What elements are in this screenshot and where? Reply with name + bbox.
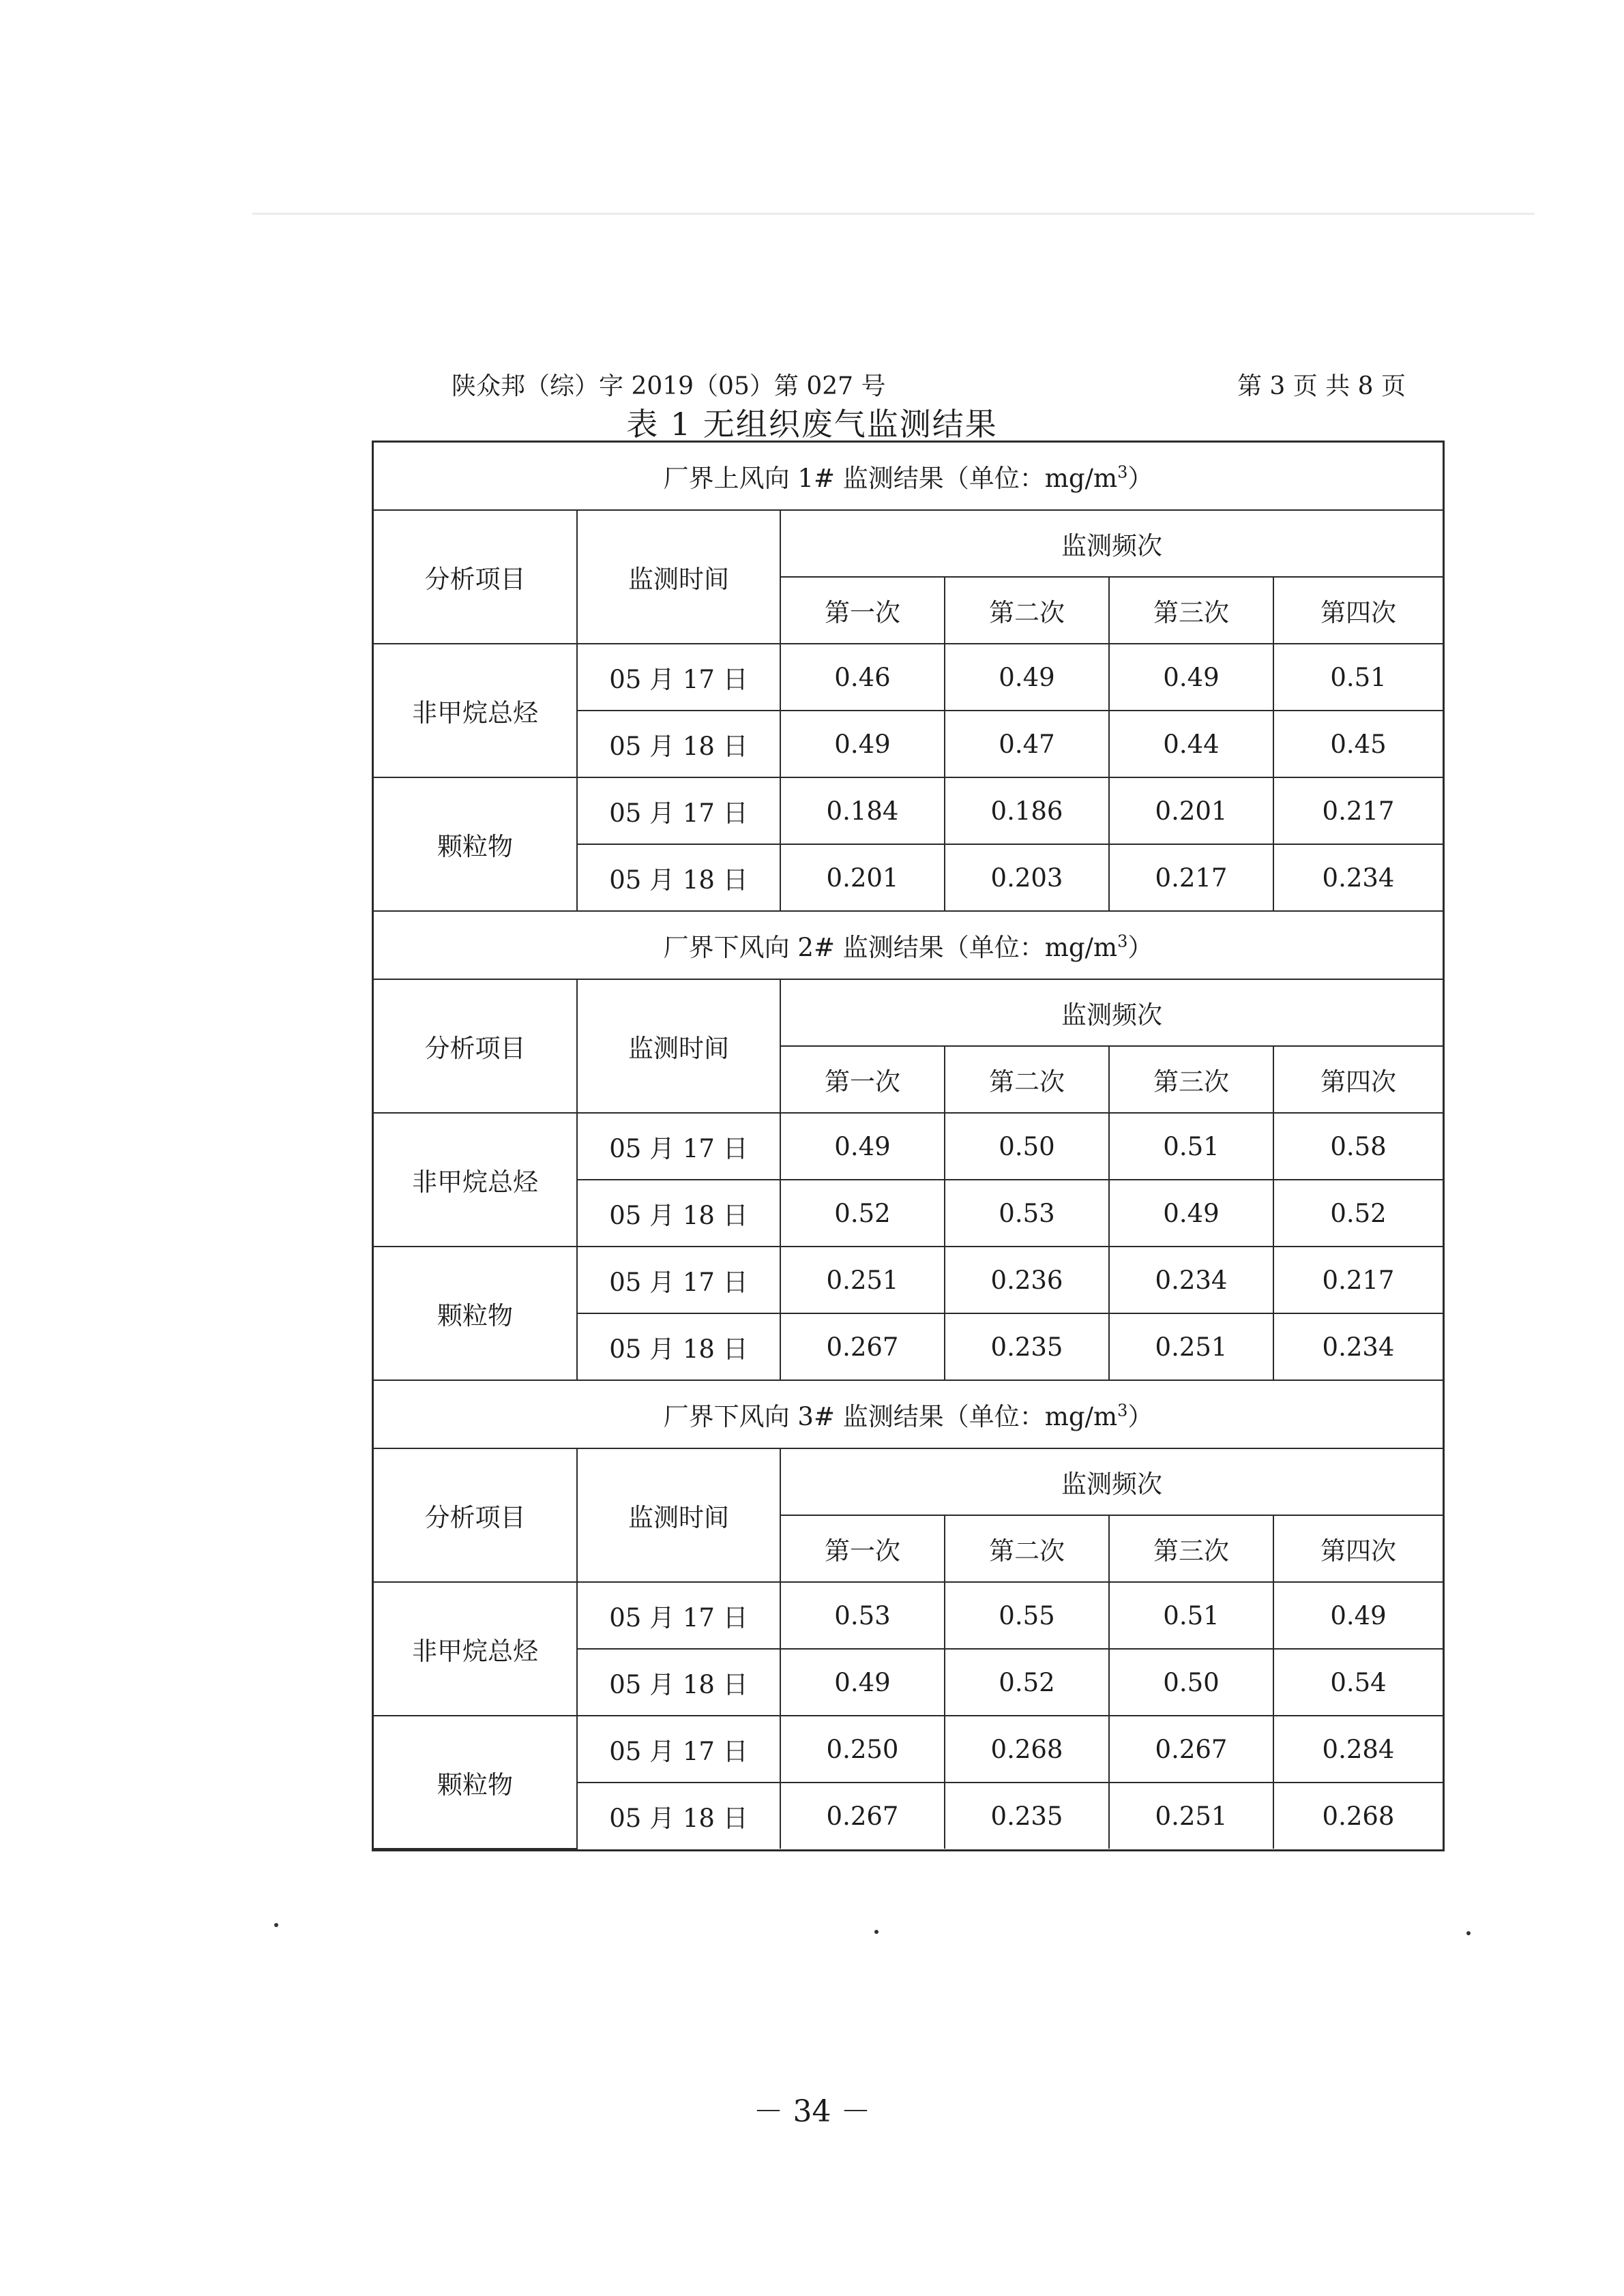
header-frequency-4: 第四次 [1273, 1046, 1443, 1113]
value-cell: 0.51 [1109, 1582, 1273, 1649]
analysis-item-cell: 颗粒物 [374, 777, 577, 911]
date-cell: 05 月 18 日 [577, 1313, 780, 1380]
header-monitor-time: 监测时间 [577, 1448, 780, 1582]
section-title-text: 厂界下风向 2# 监测结果（单位：mg/m [663, 933, 1118, 962]
value-cell: 0.50 [1109, 1649, 1273, 1716]
section-title-close: ） [1127, 464, 1153, 493]
section-title-close: ） [1127, 1402, 1153, 1431]
value-cell: 0.201 [780, 844, 945, 911]
value-cell: 0.267 [1109, 1716, 1273, 1783]
value-cell: 0.51 [1273, 644, 1443, 711]
section-title [374, 443, 1443, 510]
header-monitor-frequency: 监测频次 [780, 979, 1443, 1046]
scan-artifact-line [252, 213, 1535, 215]
value-cell: 0.49 [780, 1113, 945, 1180]
table-row [374, 1716, 1443, 1783]
value-cell: 0.201 [1109, 777, 1273, 844]
value-cell: 0.267 [780, 1313, 945, 1380]
value-cell: 0.234 [1109, 1247, 1273, 1313]
date-cell: 05 月 17 日 [577, 1582, 780, 1649]
value-cell: 0.46 [780, 644, 945, 711]
value-cell: 0.284 [1273, 1716, 1443, 1783]
value-cell: 0.184 [780, 777, 945, 844]
value-cell: 0.53 [780, 1582, 945, 1649]
page-info: 第 3 页 共 8 页 [1237, 372, 1406, 400]
header-frequency-1: 第一次 [780, 1515, 945, 1582]
value-cell: 0.268 [1273, 1783, 1443, 1849]
value-cell: 0.53 [945, 1180, 1109, 1247]
table-title: 表 1 无组织废气监测结果 [626, 406, 998, 443]
header-frequency-1: 第一次 [780, 577, 945, 644]
table-row [374, 1247, 1443, 1313]
header-analysis-item: 分析项目 [374, 510, 577, 644]
value-cell: 0.217 [1109, 844, 1273, 911]
date-cell: 05 月 17 日 [577, 1716, 780, 1783]
header-frequency-2: 第二次 [945, 1046, 1109, 1113]
value-cell: 0.51 [1109, 1113, 1273, 1180]
section-title [374, 911, 1443, 979]
value-cell: 0.52 [1273, 1180, 1443, 1247]
value-cell: 0.235 [945, 1313, 1109, 1380]
table-row [374, 1113, 1443, 1180]
value-cell: 0.217 [1273, 777, 1443, 844]
value-cell: 0.234 [1273, 1313, 1443, 1380]
value-cell: 0.50 [945, 1113, 1109, 1180]
header-frequency-1: 第一次 [780, 1046, 945, 1113]
value-cell: 0.49 [1273, 1582, 1443, 1649]
value-cell: 0.236 [945, 1247, 1109, 1313]
scan-dot [874, 1930, 879, 1934]
value-cell: 0.49 [780, 711, 945, 777]
value-cell: 0.49 [1109, 644, 1273, 711]
date-cell: 05 月 17 日 [577, 777, 780, 844]
scan-dot [1466, 1931, 1471, 1935]
date-cell: 05 月 17 日 [577, 644, 780, 711]
section-title [374, 1380, 1443, 1448]
date-cell: 05 月 18 日 [577, 1649, 780, 1716]
date-cell: 05 月 18 日 [577, 1783, 780, 1849]
analysis-item-cell: 非甲烷总烃 [374, 1113, 577, 1247]
results-table-frame [372, 441, 1445, 1851]
table-row [374, 644, 1443, 711]
header-row [374, 979, 1443, 1046]
results-table-body [374, 443, 1443, 1849]
analysis-item-cell: 非甲烷总烃 [374, 644, 577, 777]
section-title-text: 厂界下风向 3# 监测结果（单位：mg/m [663, 1402, 1118, 1431]
section-title-row [374, 443, 1443, 510]
header-frequency-4: 第四次 [1273, 577, 1443, 644]
header-frequency-2: 第二次 [945, 577, 1109, 644]
results-table [374, 443, 1443, 1849]
table-row [374, 1582, 1443, 1649]
value-cell: 0.251 [1109, 1313, 1273, 1380]
value-cell: 0.45 [1273, 711, 1443, 777]
value-cell: 0.186 [945, 777, 1109, 844]
section-title-text: 厂界上风向 1# 监测结果（单位：mg/m [663, 464, 1118, 493]
date-cell: 05 月 18 日 [577, 711, 780, 777]
header-row [374, 1448, 1443, 1515]
header-monitor-frequency: 监测频次 [780, 1448, 1443, 1515]
analysis-item-cell: 非甲烷总烃 [374, 1582, 577, 1716]
value-cell: 0.47 [945, 711, 1109, 777]
value-cell: 0.217 [1273, 1247, 1443, 1313]
unit-exponent: 3 [1117, 462, 1128, 482]
header-row [374, 510, 1443, 577]
section-title-row [374, 1380, 1443, 1448]
header-frequency-4: 第四次 [1273, 1515, 1443, 1582]
unit-exponent: 3 [1117, 1401, 1128, 1420]
date-cell: 05 月 17 日 [577, 1247, 780, 1313]
value-cell: 0.234 [1273, 844, 1443, 911]
header-frequency-3: 第三次 [1109, 577, 1273, 644]
header-monitor-time: 监测时间 [577, 510, 780, 644]
table-row [374, 777, 1443, 844]
value-cell: 0.52 [945, 1649, 1109, 1716]
analysis-item-cell: 颗粒物 [374, 1247, 577, 1380]
value-cell: 0.54 [1273, 1649, 1443, 1716]
analysis-item-cell: 颗粒物 [374, 1716, 577, 1849]
value-cell: 0.251 [780, 1247, 945, 1313]
date-cell: 05 月 18 日 [577, 844, 780, 911]
value-cell: 0.49 [945, 644, 1109, 711]
header-frequency-3: 第三次 [1109, 1046, 1273, 1113]
value-cell: 0.251 [1109, 1783, 1273, 1849]
header-analysis-item: 分析项目 [374, 979, 577, 1113]
unit-exponent: 3 [1117, 931, 1128, 951]
value-cell: 0.44 [1109, 711, 1273, 777]
value-cell: 0.250 [780, 1716, 945, 1783]
header-frequency-3: 第三次 [1109, 1515, 1273, 1582]
header-monitor-frequency: 监测频次 [780, 510, 1443, 577]
value-cell: 0.58 [1273, 1113, 1443, 1180]
value-cell: 0.235 [945, 1783, 1109, 1849]
header-frequency-2: 第二次 [945, 1515, 1109, 1582]
header-monitor-time: 监测时间 [577, 979, 780, 1113]
page-number: － 34 － [753, 2094, 871, 2129]
value-cell: 0.49 [1109, 1180, 1273, 1247]
date-cell: 05 月 18 日 [577, 1180, 780, 1247]
header-analysis-item: 分析项目 [374, 1448, 577, 1582]
section-title-close: ） [1127, 933, 1153, 962]
value-cell: 0.267 [780, 1783, 945, 1849]
value-cell: 0.203 [945, 844, 1109, 911]
document-reference: 陕众邦（综）字 2019（05）第 027 号 [452, 372, 886, 400]
value-cell: 0.55 [945, 1582, 1109, 1649]
value-cell: 0.52 [780, 1180, 945, 1247]
date-cell: 05 月 17 日 [577, 1113, 780, 1180]
section-title-row [374, 911, 1443, 979]
value-cell: 0.268 [945, 1716, 1109, 1783]
scan-dot [274, 1923, 278, 1927]
value-cell: 0.49 [780, 1649, 945, 1716]
